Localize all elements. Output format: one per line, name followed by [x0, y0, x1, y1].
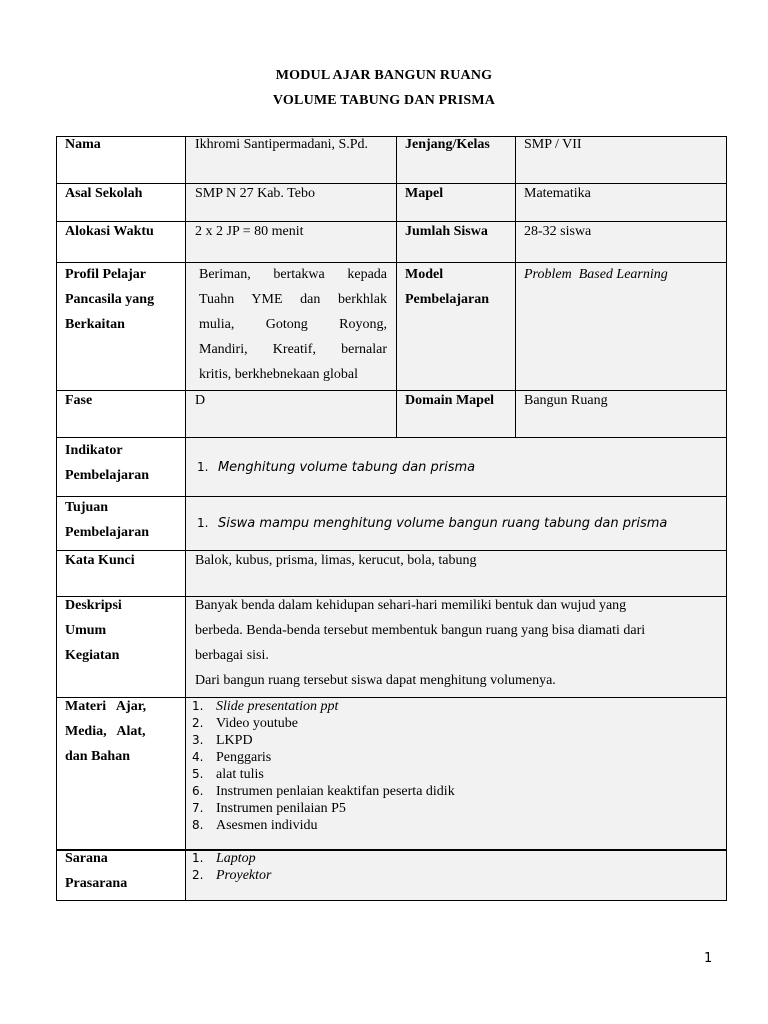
list-item: 7. Instrumen penilaian P5 — [192, 801, 346, 816]
list-item: 1. Laptop — [192, 851, 256, 866]
label-fase: Fase — [65, 393, 93, 408]
value-profil-pelajar: Beriman, bertakwa kepada Tuahn YME dan berkhlak mulia, Gotong Royong, Mandiri, Kreatif, bernalar kritis, berkhebnekaan global — [199, 267, 387, 382]
list-item: 1. Slide presentation ppt — [192, 699, 339, 714]
list-item: 2. Video youtube — [192, 716, 298, 731]
label-materi: Materi Ajar, Media, Alat, dan Bahan — [65, 699, 147, 764]
value-tujuan: 1. Siswa mampu menghitung volume bangun ruang tabung dan prisma — [197, 516, 668, 531]
label-mapel: Mapel — [405, 186, 444, 201]
label-sarana: Sarana Prasarana — [65, 851, 128, 891]
list-item: 5. alat tulis — [192, 767, 264, 782]
list-item: 4. Penggaris — [192, 750, 272, 765]
value-model-pembelajaran: Problem Based Learning — [524, 267, 668, 282]
value-deskripsi: Banyak benda dalam kehidupan sehari-hari memiliki bentuk dan wujud yang berbeda. Benda-benda tersebut membentuk bangun ruang yang bisa diamati dari berbagai sisi. Dari bangun ruang tersebut siswa dapat menghitung volumenya. — [195, 598, 646, 688]
page-number: 1 — [704, 951, 713, 966]
label-alokasi-waktu: Alokasi Waktu — [65, 224, 154, 239]
label-kata-kunci: Kata Kunci — [65, 553, 135, 568]
sarana-list — [186, 850, 271, 884]
value-jenjang-kelas: SMP / VII — [524, 137, 582, 152]
label-asal-sekolah: Asal Sekolah — [65, 186, 143, 201]
label-jumlah-siswa: Jumlah Siswa — [405, 224, 488, 239]
label-deskripsi: Deskripsi Umum Kegiatan — [65, 598, 122, 663]
label-nama: Nama — [65, 137, 101, 152]
list-item: 8. Asesmen individu — [192, 818, 318, 833]
value-alokasi-waktu: 2 x 2 JP = 80 menit — [195, 224, 304, 239]
label-domain-mapel: Domain Mapel — [405, 393, 495, 408]
label-jenjang-kelas: Jenjang/Kelas — [405, 137, 490, 152]
value-nama: Ikhromi Santipermadani, S.Pd. — [195, 137, 369, 152]
value-domain-mapel: Bangun Ruang — [524, 393, 608, 408]
materi-list — [186, 698, 455, 834]
value-kata-kunci: Balok, kubus, prisma, limas, kerucut, bola, tabung — [195, 553, 477, 568]
value-indikator: 1. Menghitung volume tabung dan prisma — [197, 460, 476, 475]
document-title: MODUL AJAR BANGUN RUANG — [275, 68, 493, 83]
label-model-pembelajaran: Model Pembelajaran — [405, 267, 489, 307]
label-tujuan: Tujuan Pembelajaran — [65, 500, 149, 540]
value-asal-sekolah: SMP N 27 Kab. Tebo — [195, 186, 315, 201]
label-profil-pelajar: Profil Pelajar Pancasila yang Berkaitan — [65, 267, 155, 332]
document-subtitle: VOLUME TABUNG DAN PRISMA — [272, 93, 496, 108]
value-jumlah-siswa: 28-32 siswa — [524, 224, 592, 239]
value-fase: D — [195, 393, 206, 408]
list-item: 3. LKPD — [192, 733, 253, 748]
list-item: 2. Proyektor — [192, 868, 272, 883]
label-indikator: Indikator Pembelajaran — [65, 443, 149, 483]
value-mapel: Matematika — [524, 186, 591, 201]
list-item: 6. Instrumen penlaian keaktifan peserta didik — [192, 784, 455, 799]
